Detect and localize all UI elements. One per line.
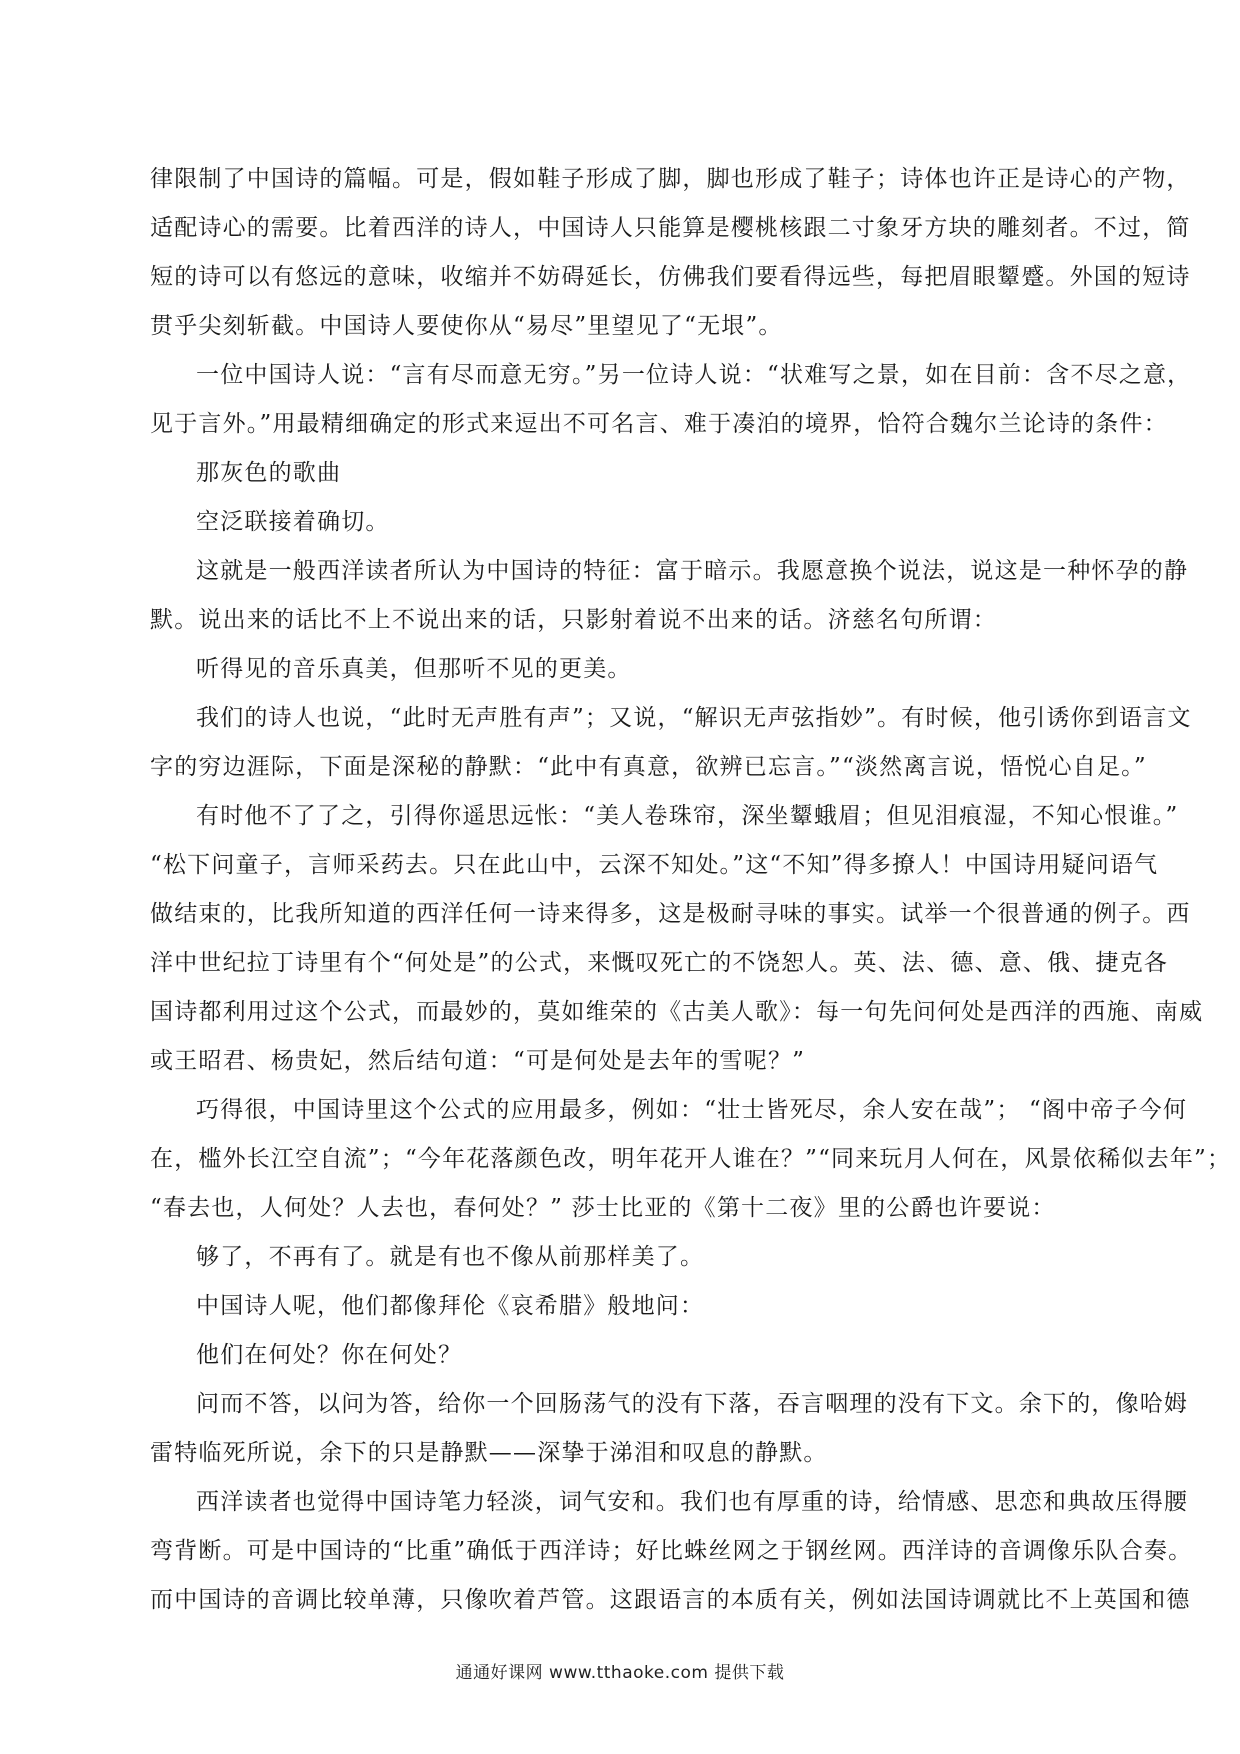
- text-line: 默。说出来的话比不上不说出来的话，只影射着说不出来的话。济慈名句所谓：: [150, 607, 997, 633]
- text-line: 问而不答，以问为答，给你一个回肠荡气的没有下落，吞言咽理的没有下文。余下的，像哈姆: [196, 1391, 1189, 1417]
- text-line: 听得见的音乐真美，但那听不见的更美。: [196, 656, 632, 682]
- text-line: 弯背断。可是中国诗的“比重”确低于西洋诗；好比蛛丝网之于钢丝网。西洋诗的音调像乐队合奏。: [150, 1538, 1193, 1564]
- text-line: 贯乎尖刻斩截。中国诗人要使你从“易尽”里望见了“无垠”。: [150, 313, 783, 339]
- text-line: 字的穷边涯际，下面是深秘的静默：“此中有真意，欲辨已忘言。”“淡然离言说，悟悦心自足。”: [150, 754, 1147, 780]
- text-line: 或王昭君、杨贵妃，然后结句道：“可是何处是去年的雪呢？”: [150, 1048, 806, 1074]
- text-line: 有时他不了了之，引得你遥思远怅：“美人卷珠帘，深坐颦蛾眉；但见泪痕湿，不知心恨谁。”: [196, 803, 1179, 829]
- footer-watermark: 通通好课网 www.tthaoke.com 提供下载: [455, 1663, 785, 1683]
- text-line: 这就是一般西洋读者所认为中国诗的特征：富于暗示。我愿意换个说法，说这是一种怀孕的静: [196, 558, 1189, 584]
- text-line: 巧得很，中国诗里这个公式的应用最多，例如：“壮士皆死尽，余人安在哉”； “阁中帝子今何: [196, 1097, 1188, 1123]
- body-text: [150, 155, 1232, 1625]
- text-line: 那灰色的歌曲: [196, 460, 342, 486]
- text-line: 而中国诗的音调比较单薄，只像吹着芦管。这跟语言的本质有关，例如法国诗调就比不上英国和德: [150, 1587, 1191, 1613]
- text-line: 空泛联接着确切。: [196, 509, 390, 535]
- text-line: 国诗都利用过这个公式，而最妙的，莫如维荣的《古美人歌》：每一句先问何处是西洋的西施、南威: [150, 999, 1204, 1025]
- text-line: 见于言外。”用最精细确定的形式来逗出不可名言、难于凑泊的境界，恰符合魏尔兰论诗的条件：: [150, 411, 1168, 437]
- text-line: 雷特临死所说，余下的只是静默——深挚于涕泪和叹息的静默。: [150, 1440, 828, 1466]
- text-line: 一位中国诗人说：“言有尽而意无穷。”另一位诗人说：“状难写之景，如在目前：含不尽之意，: [196, 362, 1192, 388]
- text-line: 律限制了中国诗的篇幅。可是，假如鞋子形成了脚，脚也形成了鞋子；诗体也许正是诗心的产物，: [150, 166, 1191, 192]
- text-line: 我们的诗人也说，“此时无声胜有声”；又说，“解识无声弦指妙”。有时候，他引诱你到语言文: [196, 705, 1192, 731]
- text-line: “松下问童子，言师采药去。只在此山中，云深不知处。”这“不知”得多撩人！中国诗用疑问语气: [150, 852, 1159, 878]
- text-line: 在，槛外长江空自流”；“今年花落颜色改，明年花开人谁在？”“同来玩月人何在，风景依稀似去年”；: [150, 1146, 1232, 1172]
- text-line: 西洋读者也觉得中国诗笔力轻淡，词气安和。我们也有厚重的诗，给情感、思恋和典故压得腰: [196, 1489, 1189, 1515]
- text-line: 够了，不再有了。就是有也不像从前那样美了。: [196, 1244, 705, 1270]
- text-line: 洋中世纪拉丁诗里有个“何处是”的公式，来慨叹死亡的不饶恕人。英、法、德、意、俄、捷克各: [150, 950, 1169, 976]
- text-line: 他们在何处？你在何处？: [196, 1342, 463, 1368]
- text-line: 做结束的，比我所知道的西洋任何一诗来得多，这是极耐寻味的事实。试举一个很普通的例子。西: [150, 901, 1191, 927]
- text-line: 适配诗心的需要。比着西洋的诗人，中国诗人只能算是樱桃核跟二寸象牙方块的雕刻者。不过，简: [150, 215, 1191, 241]
- text-line: 中国诗人呢，他们都像拜伦《哀希腊》般地问：: [196, 1293, 705, 1319]
- text-line: “春去也，人何处？人去也，春何处？” 莎士比亚的《第十二夜》里的公爵也许要说：: [150, 1195, 1056, 1221]
- text-line: 短的诗可以有悠远的意味，收缩并不妨碍延长，仿佛我们要看得远些，每把眉眼颦蹙。外国的短诗: [150, 264, 1191, 290]
